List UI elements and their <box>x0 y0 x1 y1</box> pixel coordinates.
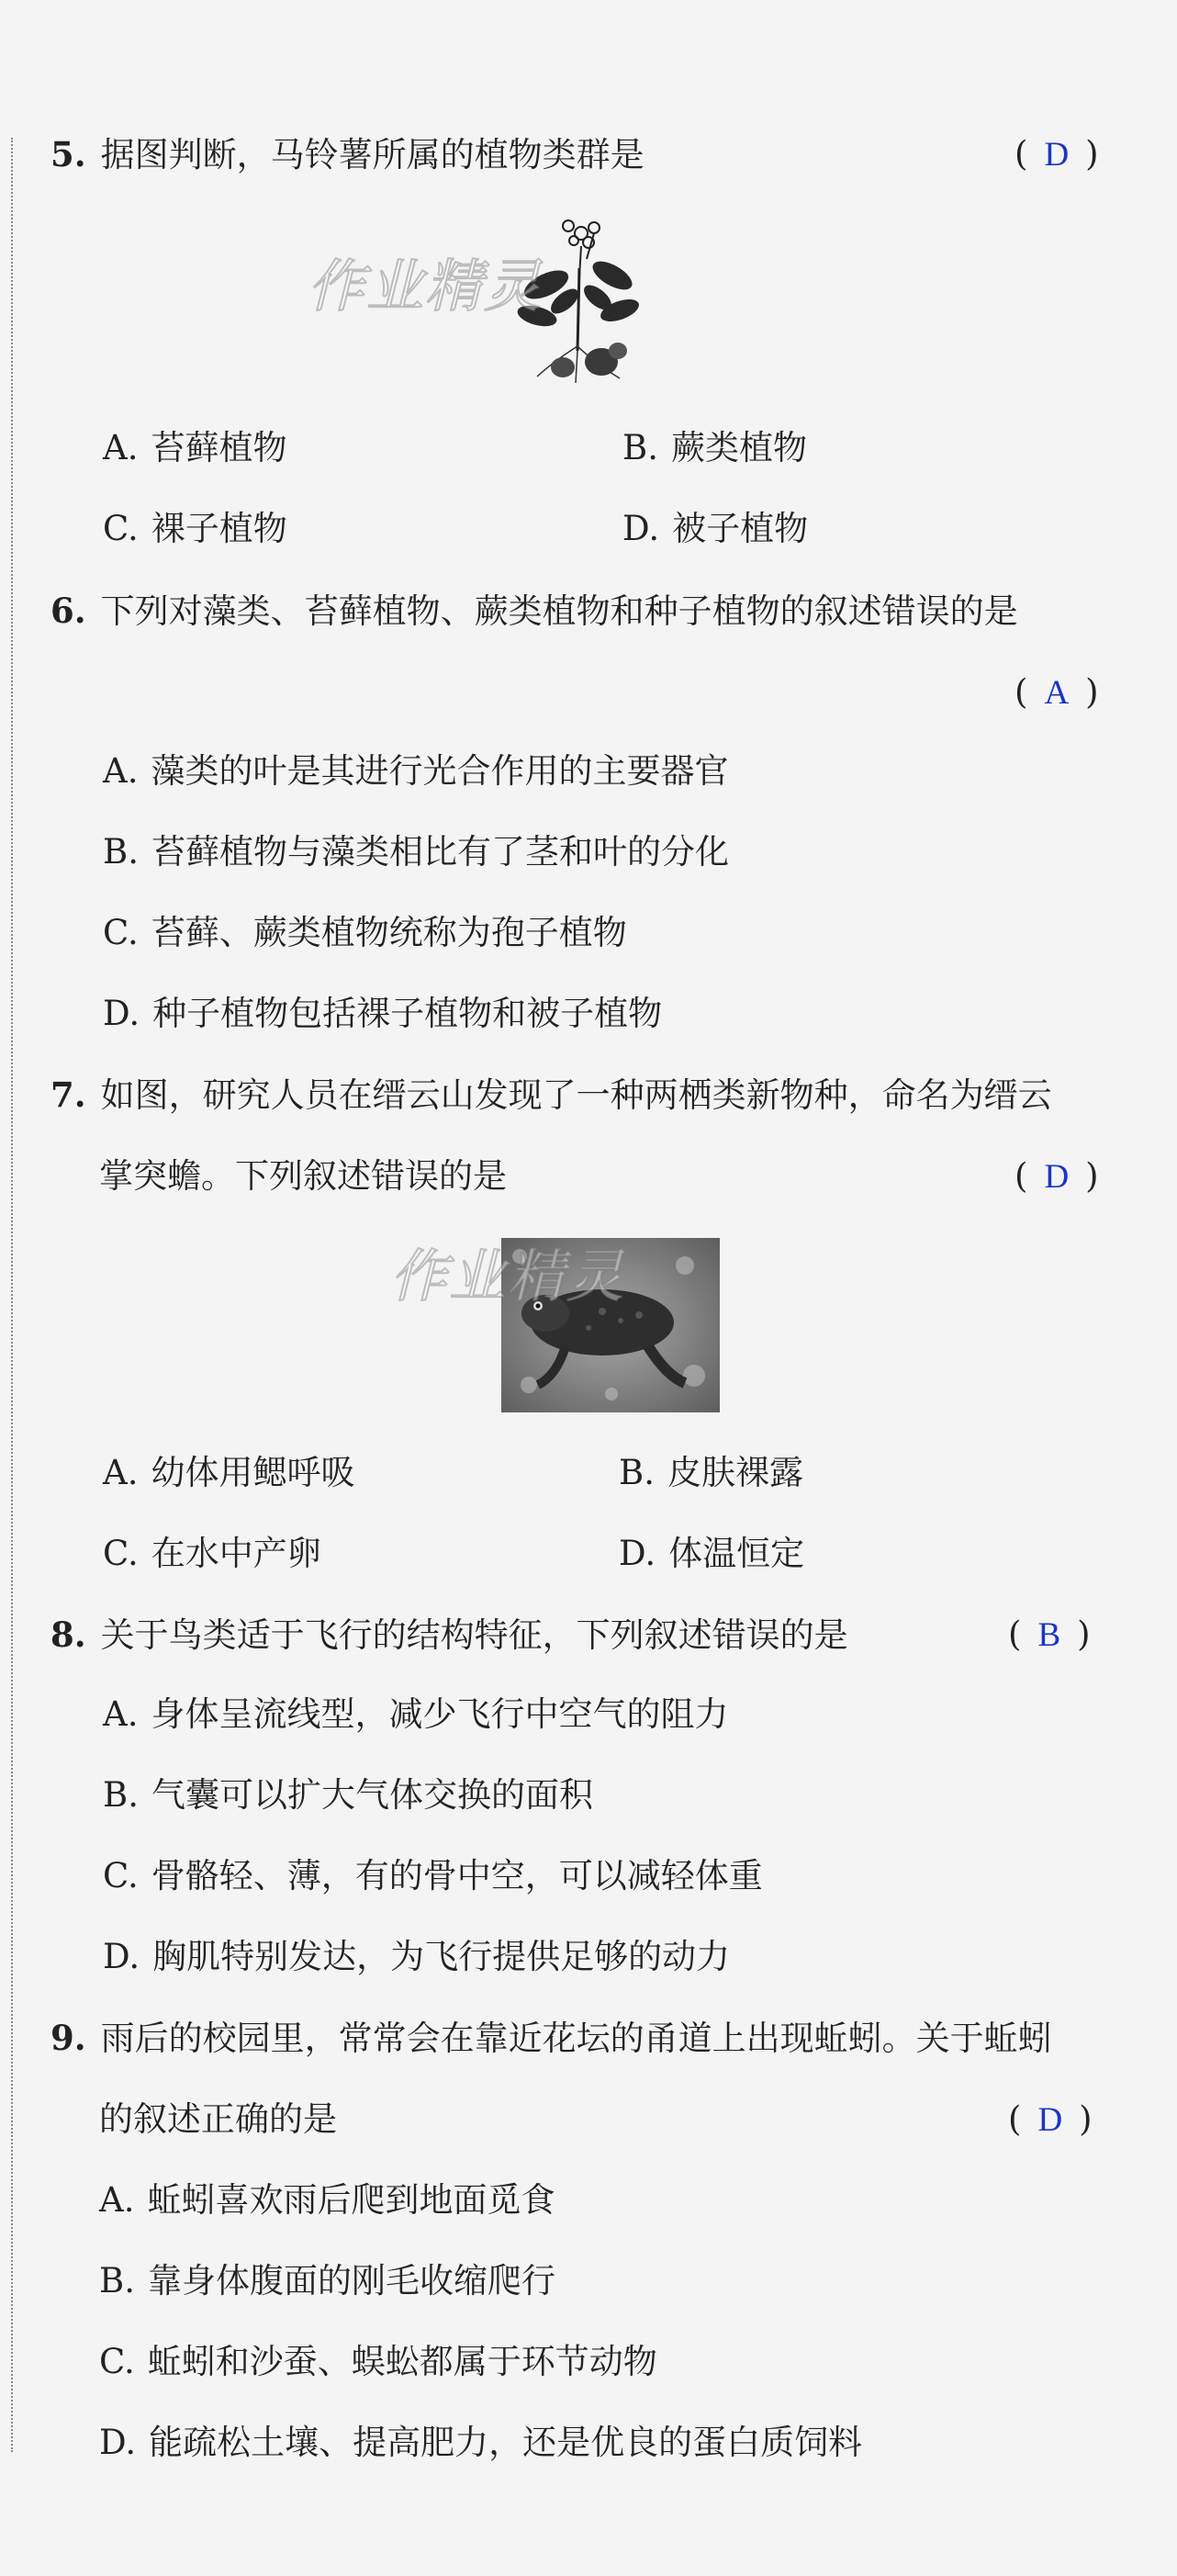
question-7-stem-line1 <box>50 1073 1052 1118</box>
question-8-option-d[interactable]: D. 胸肌特别发达，为飞行提供足够的动力 <box>103 1937 731 1976</box>
question-6-stem <box>50 589 1018 634</box>
watermark: 作业精灵 <box>308 253 544 320</box>
question-7-option-c[interactable]: C. 在水中产卵 <box>103 1534 321 1573</box>
question-9-answer: D <box>1037 2101 1063 2139</box>
question-6-option-d[interactable]: D. 种子植物包括裸子植物和被子植物 <box>103 994 663 1033</box>
question-7-text-line1: 如图，研究人员在缙云山发现了一种两栖类新物种，命名为缙云 <box>100 1075 1052 1115</box>
question-7-answer: D <box>1044 1158 1070 1196</box>
dotted-margin-line <box>11 138 13 2452</box>
question-7-option-a[interactable]: A. 幼体用鳃呼吸 <box>103 1453 355 1492</box>
question-5-number: 5. <box>50 134 86 174</box>
question-8-text: 关于鸟类适于飞行的结构特征，下列叙述错误的是 <box>100 1615 848 1655</box>
question-9-option-d[interactable]: D. 能疏松土壤、提高肥力，还是优良的蛋白质饲料 <box>99 2423 863 2462</box>
question-6-option-a[interactable]: A. 藻类的叶是其进行光合作用的主要器官 <box>103 751 729 791</box>
question-5-answer-box: ( D ) <box>1014 134 1099 174</box>
question-6-answer: A <box>1044 674 1070 712</box>
question-7-number: 7. <box>50 1074 86 1115</box>
question-8-answer: B <box>1037 1616 1061 1654</box>
question-9-option-c[interactable]: C. 蚯蚓和沙蚕、蜈蚣都属于环节动物 <box>99 2342 657 2381</box>
question-7-option-d[interactable]: D. 体温恒定 <box>619 1534 805 1573</box>
question-7-option-b[interactable]: B. 皮肤裸露 <box>619 1453 803 1492</box>
question-6-number: 6. <box>50 591 86 631</box>
question-5-text: 据图判断，马铃薯所属的植物类群是 <box>100 135 645 174</box>
question-8-stem <box>50 1613 848 1658</box>
question-9-number: 9. <box>50 2018 86 2058</box>
question-9-option-b[interactable]: B. 靠身体腹面的刚毛收缩爬行 <box>99 2261 555 2300</box>
question-5-option-a[interactable]: A. 苔藓植物 <box>103 428 287 467</box>
question-9-stem-line2: 的叙述正确的是 <box>99 2099 337 2139</box>
question-9-text-line1: 雨后的校园里，常常会在靠近花坛的甬道上出现蚯蚓。关于蚯蚓 <box>100 2019 1052 2058</box>
question-5-option-c[interactable]: C. 裸子植物 <box>103 509 287 548</box>
question-6-option-c[interactable]: C. 苔藓、蕨类植物统称为孢子植物 <box>103 913 627 952</box>
question-7-answer-box: ( D ) <box>1014 1156 1099 1196</box>
question-8-option-b[interactable]: B. 气囊可以扩大气体交换的面积 <box>103 1775 593 1815</box>
question-6-option-b[interactable]: B. 苔藓植物与藻类相比有了茎和叶的分化 <box>103 832 729 872</box>
question-8-answer-box: ( B ) <box>1008 1614 1091 1654</box>
question-7-stem-line2: 掌突蟾。下列叙述错误的是 <box>99 1156 507 1196</box>
question-5-option-b[interactable]: B. 蕨类植物 <box>622 428 807 467</box>
question-5-option-d[interactable]: D. 被子植物 <box>622 509 809 548</box>
question-9-option-a[interactable]: A. 蚯蚓喜欢雨后爬到地面觅食 <box>99 2180 555 2220</box>
question-6-answer-box: ( A ) <box>1014 672 1099 712</box>
question-6-text: 下列对藻类、苔藓植物、蕨类植物和种子植物的叙述错误的是 <box>100 591 1018 631</box>
question-8-option-c[interactable]: C. 骨骼轻、薄，有的骨中空，可以减轻体重 <box>103 1856 763 1895</box>
question-9-stem-line1 <box>50 2016 1052 2061</box>
question-8-option-a[interactable]: A. 身体呈流线型，减少飞行中空气的阻力 <box>103 1694 729 1734</box>
question-9-answer-box: ( D ) <box>1008 2099 1093 2139</box>
question-5-stem <box>50 132 645 177</box>
watermark: 作业精灵 <box>390 1243 626 1310</box>
question-5-answer: D <box>1044 136 1070 174</box>
question-8-number: 8. <box>50 1614 86 1655</box>
